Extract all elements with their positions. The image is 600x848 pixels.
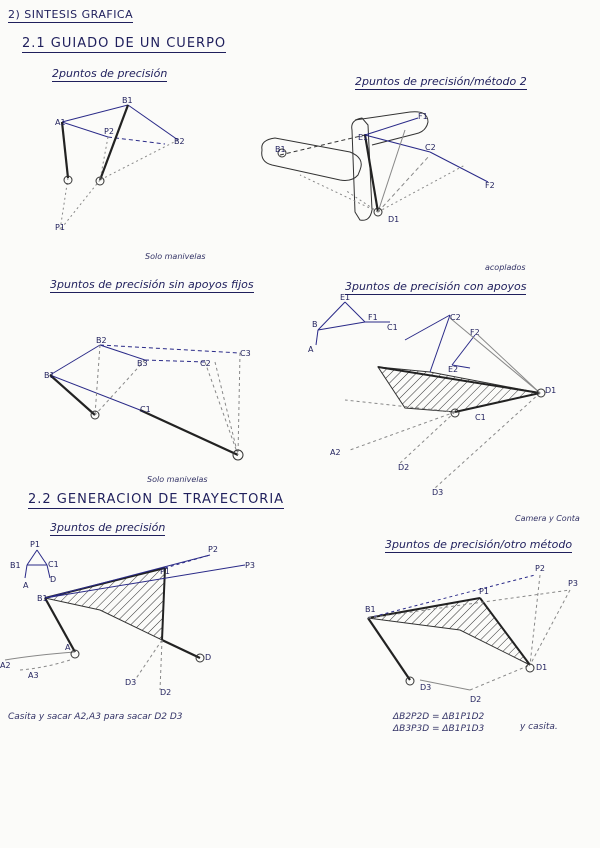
label-a1: A1 bbox=[55, 118, 66, 127]
label-p1b-fig5: P1 bbox=[160, 567, 170, 576]
label-p2-fig5: P2 bbox=[208, 545, 218, 554]
label-b2: B2 bbox=[174, 137, 185, 146]
label-d2-fig6: D2 bbox=[470, 695, 482, 704]
label-c2-fig3: C2 bbox=[200, 359, 211, 368]
label-b1-fig2: B1 bbox=[275, 145, 286, 154]
label-d2: D2 bbox=[398, 463, 410, 472]
label-p2: P2 bbox=[104, 127, 114, 136]
subsection-title-trayectoria: 2.2 GENERACION DE TRAYECTORIA bbox=[28, 492, 285, 507]
label-a-fig5: A bbox=[23, 581, 29, 590]
fig6-note-2: ΔB3P3D = ΔB1P1D3 bbox=[393, 724, 485, 734]
label-d3-fig6: D3 bbox=[420, 683, 432, 692]
label-e2: E2 bbox=[448, 365, 459, 374]
label-b1-fig5: B1 bbox=[10, 561, 21, 570]
fig4-caption: 3puntos de precisión con apoyos bbox=[345, 280, 527, 293]
figure-4-sketch bbox=[316, 302, 545, 488]
label-a2-fig5: A2 bbox=[0, 661, 11, 670]
label-d-fig5: D bbox=[50, 575, 57, 584]
fig5-note: Casita y sacar A2,A3 para sacar D2 D3 bbox=[8, 712, 183, 722]
label-b-fig4: B bbox=[312, 320, 318, 329]
fig6-caption: 3puntos de precisión/otro método bbox=[385, 538, 573, 551]
fig2-caption: 2puntos de precisión/método 2 bbox=[355, 75, 527, 88]
fig2-note: acoplados bbox=[485, 263, 526, 272]
label-d1: D1 bbox=[388, 215, 400, 224]
label-c2: C2 bbox=[425, 143, 436, 152]
fig5-caption: 3puntos de precisión bbox=[50, 521, 166, 534]
label-d1-fig6: D1 bbox=[536, 663, 548, 672]
label-b1: B1 bbox=[122, 96, 133, 105]
label-e1-fig4: E1 bbox=[340, 293, 351, 302]
label-c2-fig4: C2 bbox=[450, 313, 461, 322]
label-p3-fig6: P3 bbox=[568, 579, 578, 588]
label-d3-fig5: D3 bbox=[125, 678, 137, 687]
fig1-caption: 2puntos de precisión bbox=[52, 67, 168, 80]
label-a-fig4: A bbox=[308, 345, 314, 354]
figure-2-sketch bbox=[262, 112, 488, 221]
label-d1-fig4: D1 bbox=[545, 386, 557, 395]
label-f1: F1 bbox=[418, 112, 428, 121]
label-c1-fig5: C1 bbox=[48, 560, 59, 569]
label-p1-fig5: P1 bbox=[30, 540, 40, 549]
label-f1-fig4: F1 bbox=[368, 313, 378, 322]
label-p2-fig6: P2 bbox=[535, 564, 545, 573]
label-b2-fig3: B2 bbox=[96, 336, 107, 345]
label-p1-fig6: P1 bbox=[479, 587, 489, 596]
fig3-caption: 3puntos de precisión sin apoyos fijos bbox=[50, 278, 254, 291]
label-b1-fig6: B1 bbox=[365, 605, 376, 614]
figure-1-sketch bbox=[60, 105, 178, 230]
figure-6-sketch bbox=[368, 575, 570, 690]
label-d3: D3 bbox=[432, 488, 444, 497]
label-c1: C1 bbox=[140, 405, 151, 414]
label-a2: A2 bbox=[330, 448, 341, 457]
label-a3-fig5: A3 bbox=[28, 671, 39, 680]
label-e1: E1 bbox=[358, 133, 369, 142]
section-title: 2) SINTESIS GRAFICA bbox=[8, 8, 134, 21]
subsection-title-guiado: 2.1 GUIADO DE UN CUERPO bbox=[22, 36, 227, 51]
fig4-note: Camera y Conta bbox=[515, 514, 580, 523]
label-a-fig5b: A bbox=[65, 643, 71, 652]
fig6-note-3: y casita. bbox=[520, 722, 558, 732]
fig6-note-1: ΔB2P2D = ΔB1P1D2 bbox=[393, 712, 485, 722]
label-c3: C3 bbox=[240, 349, 251, 358]
figure-5-sketch bbox=[5, 550, 245, 690]
label-b1b-fig5: B1 bbox=[37, 594, 48, 603]
label-b3: B3 bbox=[137, 359, 148, 368]
label-d-fig5b: D bbox=[205, 653, 212, 662]
label-c1b-fig4: C1 bbox=[475, 413, 486, 422]
label-p1: P1 bbox=[55, 223, 65, 232]
label-c1-fig4: C1 bbox=[387, 323, 398, 332]
label-b1-fig3: B1 bbox=[44, 371, 55, 380]
label-p3-fig5: P3 bbox=[245, 561, 255, 570]
label-d2-fig5: D2 bbox=[160, 688, 172, 697]
fig1-note: Solo manivelas bbox=[145, 252, 206, 261]
fig3-note: Solo manivelas bbox=[147, 475, 208, 484]
label-f2: F2 bbox=[485, 181, 495, 190]
label-f2-fig4: F2 bbox=[470, 328, 480, 337]
